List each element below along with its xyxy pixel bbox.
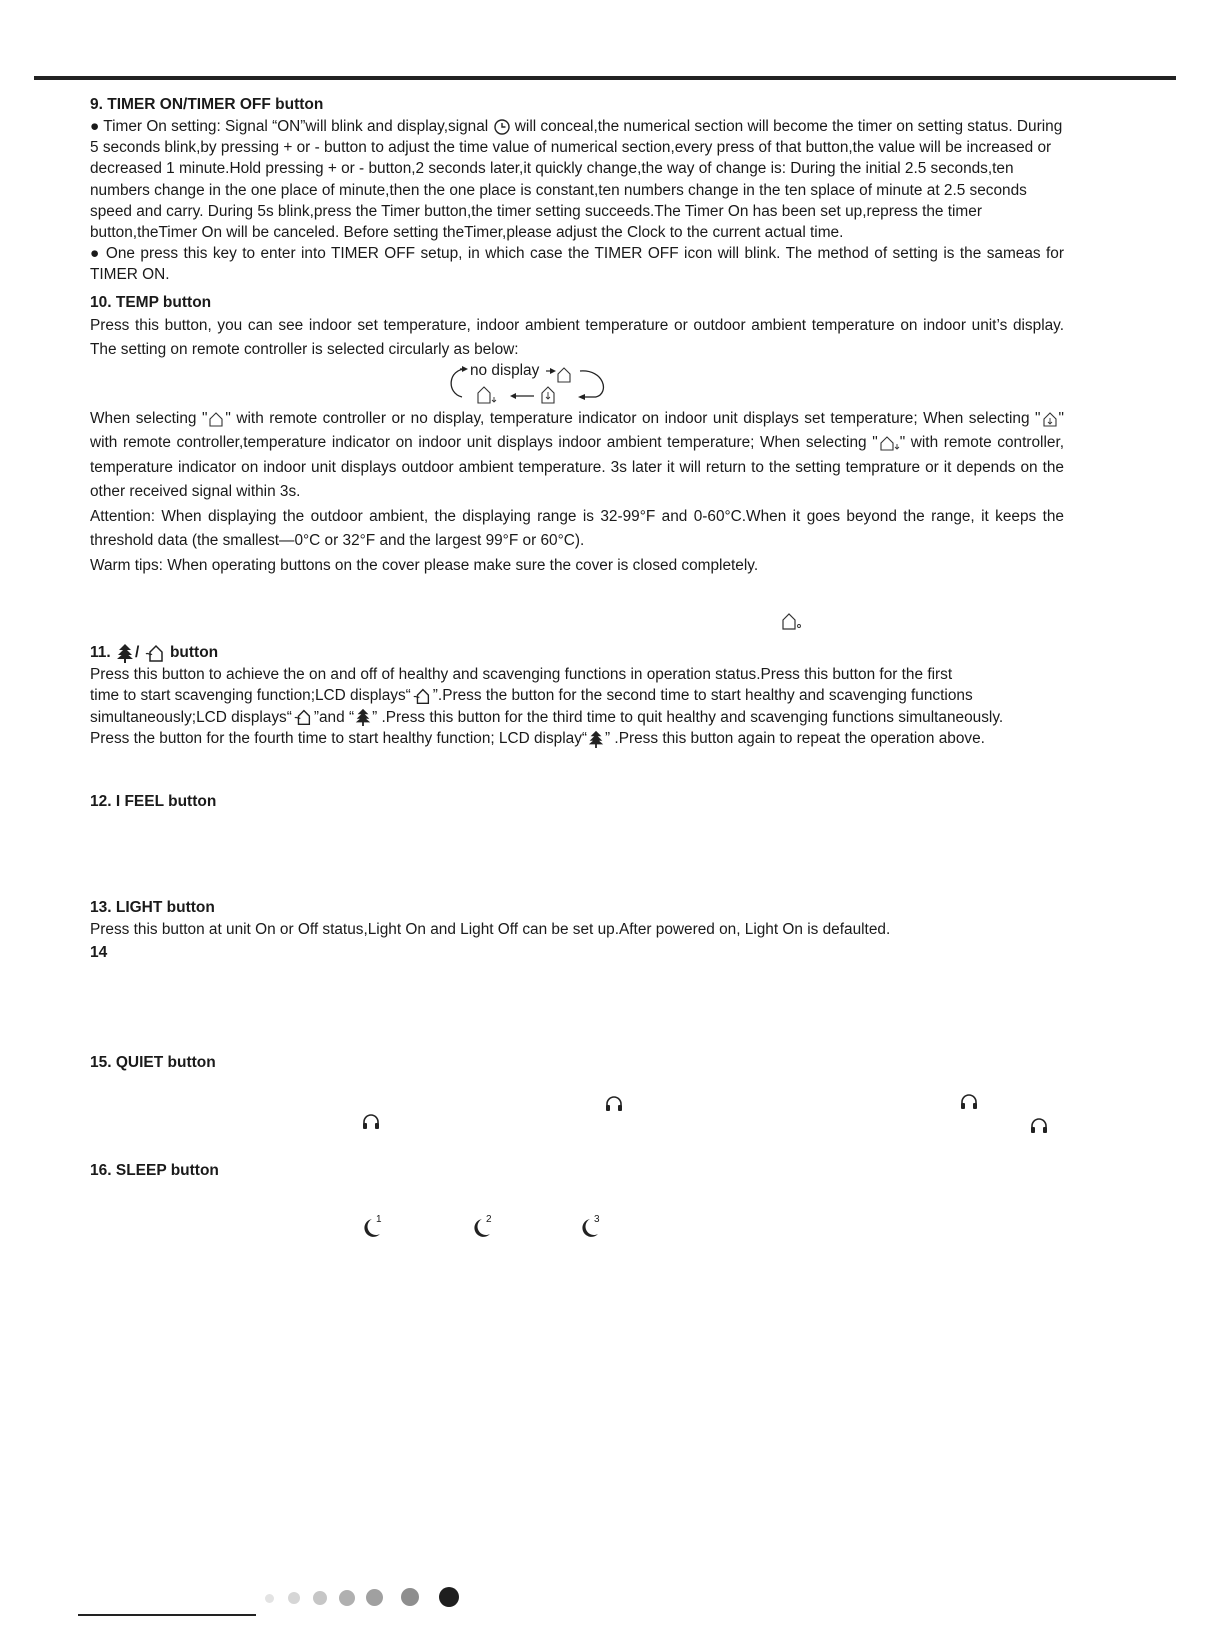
s11-l4-b: ” .Press this button again to repeat the operation above. [605,729,985,747]
sleep-mode-2-number: 2 [486,1214,492,1225]
section-10-detail [90,407,1064,505]
temp-detail-d: " with remote controller, temperature indicator on indoor unit displays outdoor ambient temperature. 3s later it will return to the setting temprature or it depends on the other received signal within 3s. [90,434,1064,501]
scavenging-icon [144,642,166,664]
temp-cycle-diagram [90,363,1064,407]
house-outdoor-icon [878,434,900,452]
footer-rule [78,1614,256,1616]
sleep-mode-3-number: 3 [594,1214,600,1225]
footer-dot [313,1591,327,1605]
section-11-heading [90,642,1064,664]
scavenging-icon [292,707,314,727]
quiet-headphone-icon [959,1092,979,1112]
section-9-timer-on [90,116,1064,243]
sleep-mode-1 [360,1216,382,1243]
s11-num: 11. [90,644,111,662]
section-10-heading: 10. TEMP button [90,293,212,311]
house-set-icon [207,410,225,428]
section-15-heading: 15. QUIET button [90,1054,216,1072]
s11-l3-c: ” .Press this button for the third time to quit healthy and scavenging functions simultaneously. [372,708,1004,726]
sleep-mode-2 [470,1216,492,1243]
section-9-timer-off: ● One press this key to enter into TIMER OFF setup, in which case the TIMER OFF icon will blink. The method of setting is the sameas for TIMER ON. [90,245,1064,284]
scavenging-icon [411,686,433,706]
temp-detail-b: " with remote controller or no display, temperature indicator on indoor unit displays set temperature; When selecting " [225,409,1041,427]
temp-detail-a: When selecting " [90,409,208,427]
s11-l2-a: time to start scavenging function;LCD displays“ [90,687,411,705]
timer-on-text-b: will conceal,the numerical section will become the timer on setting status. During 5 seconds blink,by pressing + or - button to adjust the time value of numerical section,every press of that button,the value will be increased or decreased 1 minute.Hold pressing + or - button,2 seconds later,it quickly change,the way of change is: During the initial 2.5 seconds,ten numbers change in the one place of minute,then the one place is constant,ten numbers change in the ten splace of minute at 2.5 seconds speed and carry. During 5s blink,press the Timer button,the timer setting succeeds.The Timer On has been set up,repress the timer button,theTimer On will be canceled. Before setting theTimer,please adjust the Clock to the current actual time. [90,118,1063,242]
section-9-heading: 9. TIMER ON/TIMER OFF button [90,96,324,113]
section-11-line-3 [90,707,1064,728]
clock-icon [493,118,511,136]
footer-dot [401,1588,419,1606]
house-indoor-icon [1041,410,1059,428]
section-11-line-4 [90,728,1064,749]
healthy-tree-icon [587,730,605,748]
section-10-intro: Press this button, you can see indoor set temperature, indoor ambient temperature or outdoor ambient temperature on indoor unit’s display. The setting on remote controller is selected circularly as below: [90,316,1064,359]
section-12-heading: 12. I FEEL button [90,792,217,810]
section-13-text: Press this button at unit On or Off status,Light On and Light Off can be set up.After powered on, Light On is defaulted. [90,920,891,938]
section-14-heading: 14 [90,944,108,962]
footer-dot [366,1589,383,1606]
section-13-heading: 13. LIGHT button [90,898,215,916]
sleep-mode-1-number: 1 [376,1214,382,1225]
footer-dot [339,1590,355,1606]
section-10-attention: Attention: When displaying the outdoor ambient, the displaying range is 32-99°F and 0-60°C.When it goes beyond the range, it keeps the threshold data (the smallest—0°C or 32°F and the largest 99°F or 60°C). [90,507,1064,550]
timer-on-text-a: ● Timer On setting: Signal “ON”will blink and display,signal [90,118,489,135]
footer-dot [288,1592,300,1604]
footer-dot-active [439,1587,459,1607]
healthy-tree-icon [115,643,135,663]
temp-detail-c: " with remote controller,temperature indicator on indoor unit displays indoor ambient temperature; When selecting " [90,409,1064,452]
sleep-mode-3 [578,1216,600,1243]
section-11-line-1: Press this button to achieve the on and off of healthy and scavenging functions in operation status.Press this button for the first [90,666,953,684]
section-11-line-2 [90,685,1064,706]
healthy-tree-icon [354,708,372,726]
quiet-headphone-icon [361,1112,381,1132]
s11-sep: / [135,644,140,662]
quiet-headphone-icon [1029,1116,1049,1136]
s11-l4-a: Press the button for the fourth time to start healthy function; LCD display“ [90,729,588,747]
s11-word: button [169,644,219,662]
section-16-heading: 16. SLEEP button [90,1162,219,1180]
section-10-warm-tips: Warm tips: When operating buttons on the cover please make sure the cover is closed completely. [90,556,759,574]
cycle-no-display-label: no display [470,361,540,379]
quiet-headphone-icon [604,1094,624,1114]
s11-l2-b: ”.Press the button for the second time to start healthy and scavenging functions [432,687,973,705]
top-rule [34,76,1176,80]
footer-dot [265,1594,274,1603]
s11-l3-b: ”and “ [313,708,355,726]
manual-page [90,96,1064,1180]
s11-l3-a: simultaneously;LCD displays“ [90,708,292,726]
